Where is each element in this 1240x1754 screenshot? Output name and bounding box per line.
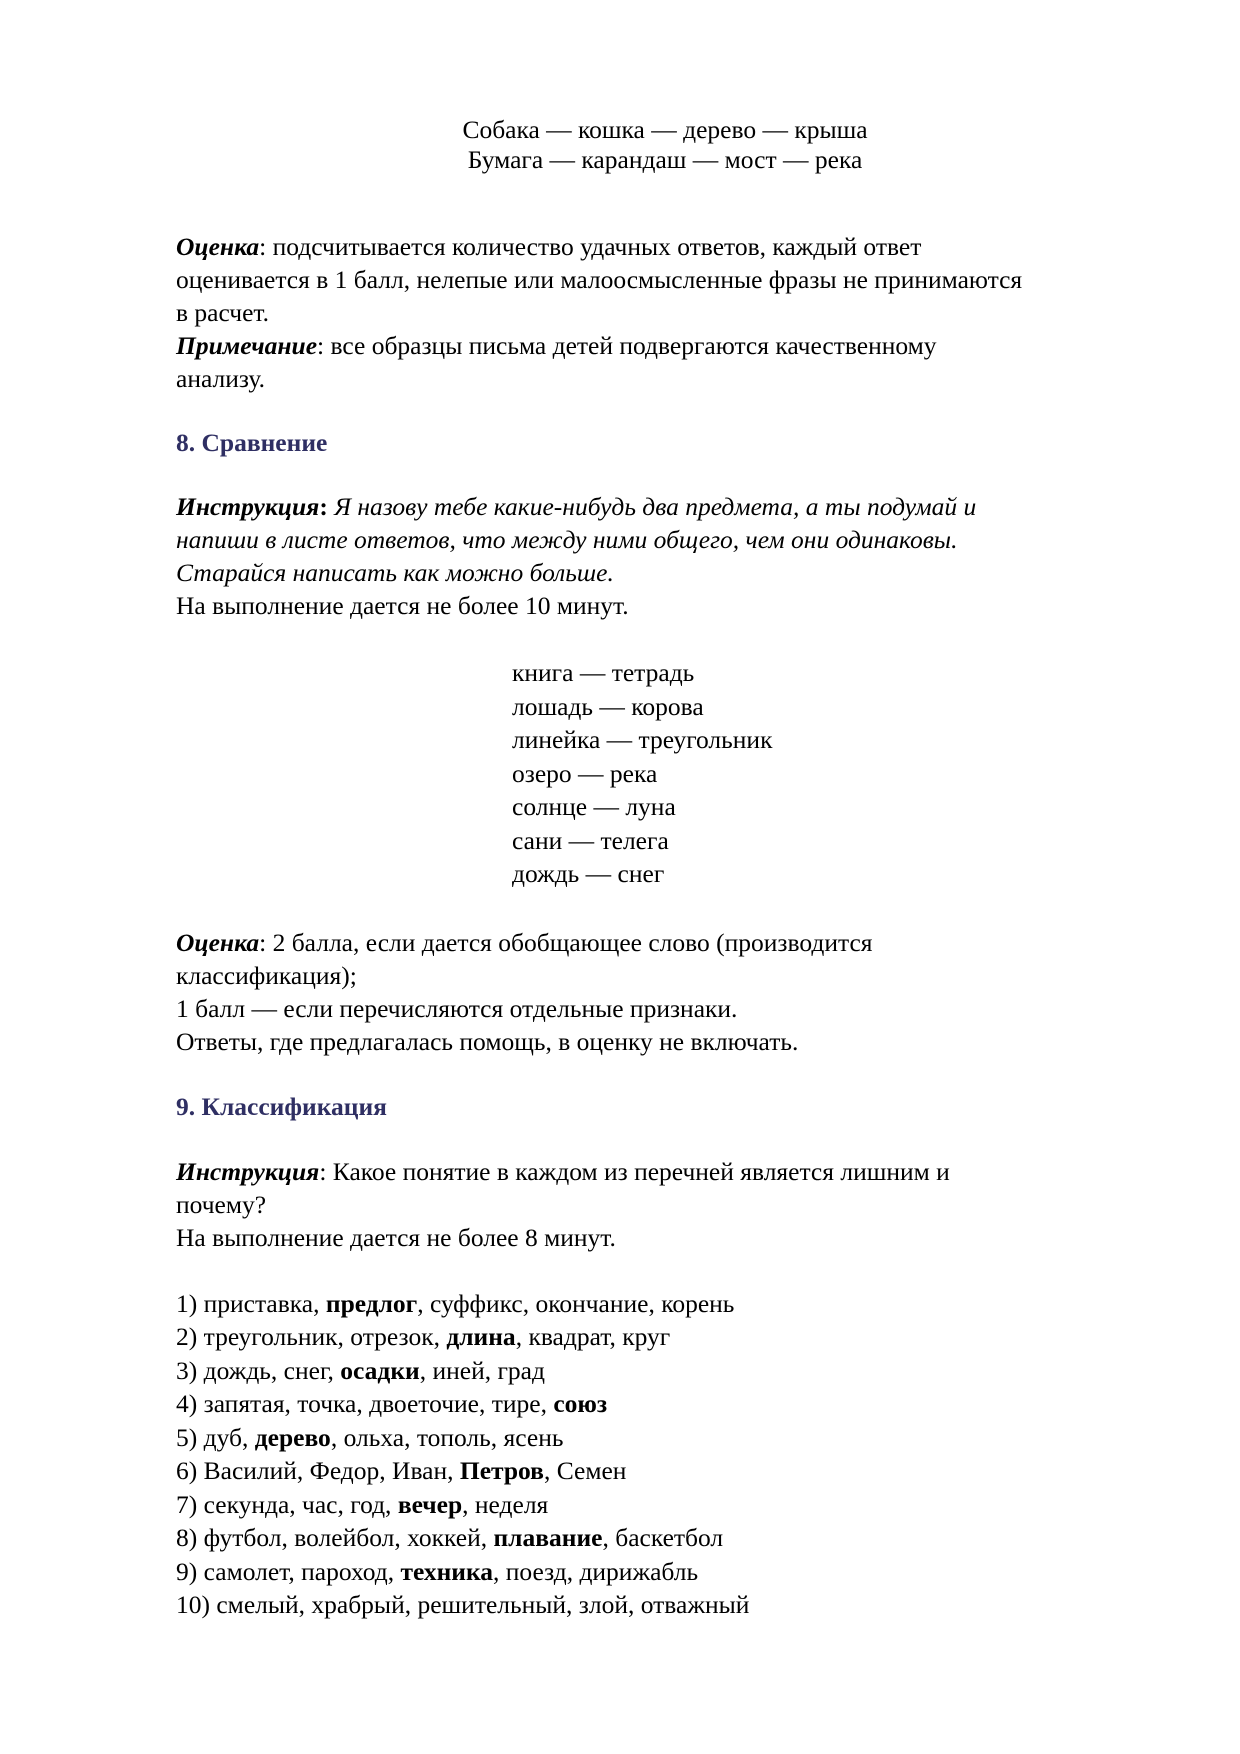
section-8-heading: 8. Сравнение <box>176 428 328 457</box>
score-label: Оценка <box>176 232 260 261</box>
classification-item <box>176 1555 698 1589</box>
section-8-score-line-2: классификация); <box>176 961 357 990</box>
section-8-instruction-line-3: Старайся написать как можно больше. <box>176 558 614 587</box>
classification-item-text: , иней, град <box>419 1356 545 1385</box>
section-8-score-line-4: Ответы, где предлагалась помощь, в оценку не включать. <box>176 1027 799 1056</box>
section-8-instruction-colon: : <box>319 492 328 521</box>
comparison-pair-6: сани — телега <box>512 826 669 855</box>
classification-item-text: , квадрат, круг <box>515 1322 671 1351</box>
classification-item-text: , Семен <box>543 1456 627 1485</box>
word-chain-2: Бумага — карандаш — мост — река <box>467 145 863 174</box>
classification-item-text: 2) треугольник, отрезок, <box>176 1322 447 1351</box>
classification-item <box>176 1588 749 1622</box>
classification-item-odd-word: дерево <box>254 1423 331 1452</box>
classification-item <box>176 1320 670 1354</box>
classification-item-text: , ольха, тополь, ясень <box>330 1423 564 1452</box>
classification-item <box>176 1488 548 1522</box>
section-9-instruction-line-1 <box>176 1155 950 1189</box>
classification-item-odd-word: Петров <box>459 1456 544 1485</box>
comparison-pair-4: озеро — река <box>512 759 658 788</box>
section-8-instruction-label: Инструкция <box>176 492 320 521</box>
score-text: : подсчитывается количество удачных ответов, каждый ответ <box>259 232 922 261</box>
classification-item <box>176 1521 723 1555</box>
classification-item <box>176 1287 734 1321</box>
section-8-instruction-text: Я назову тебе какие-нибудь два предмета, а ты подумай и <box>327 492 977 521</box>
classification-item-odd-word: плавание <box>493 1523 603 1552</box>
note-paragraph-line-1 <box>176 329 937 363</box>
note-label: Примечание <box>176 331 318 360</box>
classification-item-text: , неделя <box>462 1490 549 1519</box>
comparison-pair-2: лошадь — корова <box>512 692 704 721</box>
classification-item-odd-word: техника <box>400 1557 494 1586</box>
section-8-time-limit: На выполнение дается не более 10 минут. <box>176 591 629 620</box>
classification-item-text: , поезд, дирижабль <box>493 1557 699 1586</box>
section-8-score-label: Оценка <box>176 928 260 957</box>
classification-item <box>176 1354 545 1388</box>
section-8-instruction-line-1 <box>176 490 976 524</box>
score-paragraph-line-1 <box>176 230 921 264</box>
classification-item-text: 6) Василий, Федор, Иван, <box>176 1456 460 1485</box>
classification-item-text: 1) приставка, <box>176 1289 326 1318</box>
comparison-pair-7: дождь — снег <box>512 859 665 888</box>
classification-item-text: 5) дуб, <box>176 1423 255 1452</box>
score-paragraph-line-3: в расчет. <box>176 298 270 327</box>
classification-item-odd-word: длина <box>446 1322 516 1351</box>
section-9-instruction-label: Инструкция <box>176 1157 320 1186</box>
comparison-pair-5: солнце — луна <box>512 792 676 821</box>
classification-item <box>176 1454 626 1488</box>
classification-item-text: , баскетбол <box>602 1523 724 1552</box>
section-8-instruction-line-2: напиши в листе ответов, что между ними общего, чем они одинаковы. <box>176 525 958 554</box>
classification-item-text: 8) футбол, волейбол, хоккей, <box>176 1523 494 1552</box>
note-paragraph-line-2: анализу. <box>176 364 265 393</box>
classification-item-odd-word: осадки <box>340 1356 420 1385</box>
section-9-instruction-line-2: почему? <box>176 1190 267 1219</box>
section-8-score-line-1 <box>176 926 873 960</box>
classification-item-odd-word: предлог <box>325 1289 418 1318</box>
classification-item-odd-word: вечер <box>397 1490 463 1519</box>
classification-item <box>176 1421 564 1455</box>
classification-item-text: 7) секунда, час, год, <box>176 1490 398 1519</box>
section-9-heading: 9. Классификация <box>176 1092 387 1121</box>
classification-item-text: 4) запятая, точка, двоеточие, тире, <box>176 1389 554 1418</box>
score-paragraph-line-2: оценивается в 1 балл, нелепые или малоосмысленные фразы не принимаются <box>176 265 1023 294</box>
section-9-instruction-text: : Какое понятие в каждом из перечней является лишним и <box>319 1157 950 1186</box>
classification-item <box>176 1387 607 1421</box>
section-8-score-text: : 2 балла, если дается обобщающее слово (производится <box>259 928 873 957</box>
classification-item-text: 10) смелый, храбрый, решительный, злой, отважный <box>176 1590 750 1619</box>
comparison-pair-1: книга — тетрадь <box>512 658 695 687</box>
word-chain-1: Собака — кошка — дерево — крыша <box>462 115 868 144</box>
section-8-score-line-3: 1 балл — если перечисляются отдельные признаки. <box>176 994 738 1023</box>
classification-item-text: 9) самолет, пароход, <box>176 1557 401 1586</box>
comparison-pair-3: линейка — треугольник <box>512 725 773 754</box>
section-9-time-limit: На выполнение дается не более 8 минут. <box>176 1223 616 1252</box>
classification-item-text: 3) дождь, снег, <box>176 1356 341 1385</box>
classification-item-odd-word: союз <box>553 1389 608 1418</box>
note-text: : все образцы письма детей подвергаются качественному <box>317 331 937 360</box>
classification-item-text: , суффикс, окончание, корень <box>417 1289 735 1318</box>
